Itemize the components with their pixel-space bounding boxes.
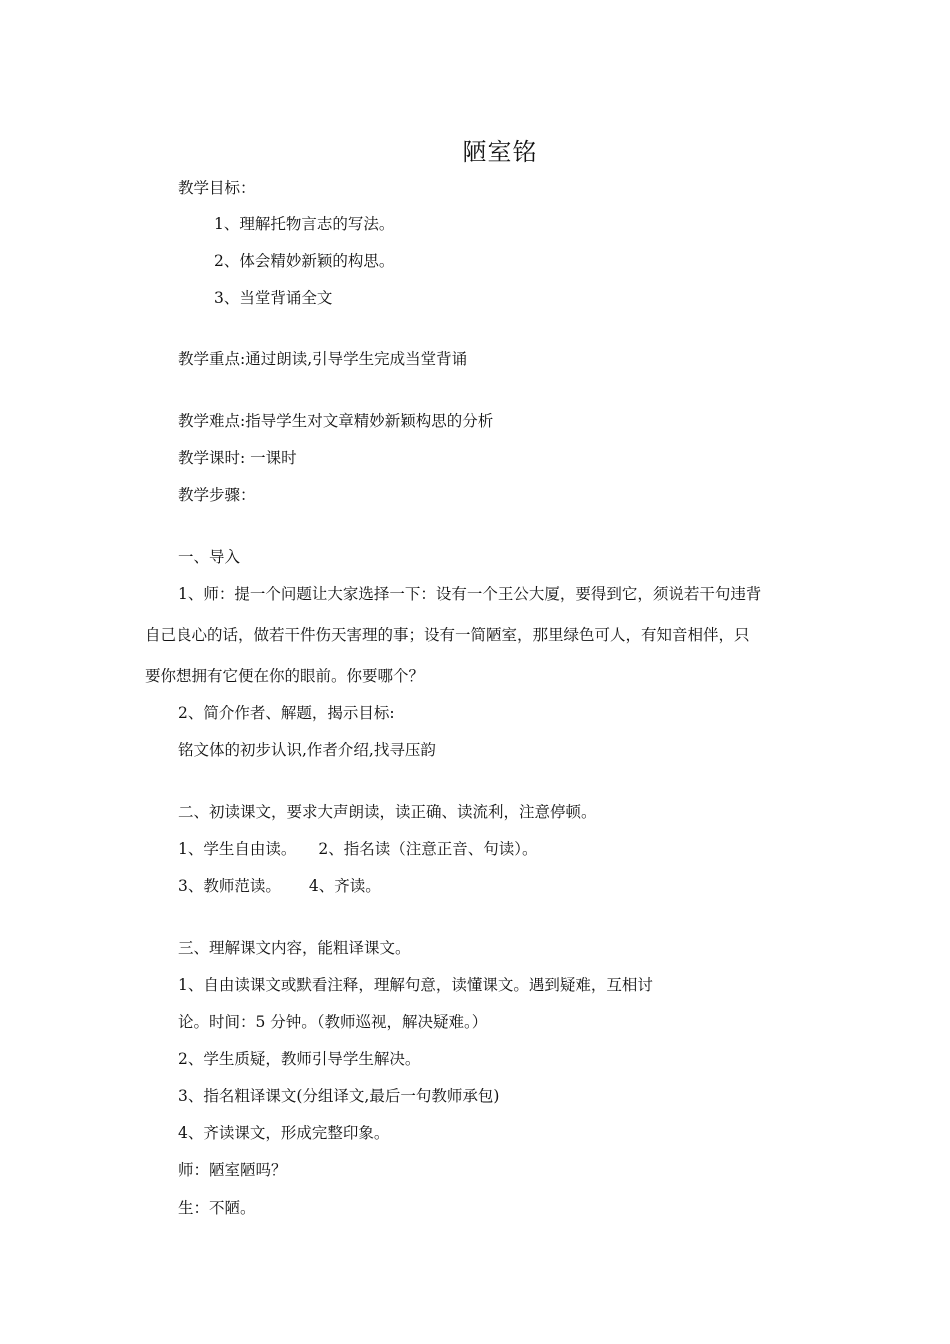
section-heading: 二、初读课文，要求大声朗读，读正确、读流利，注意停顿。 bbox=[178, 803, 597, 821]
key-point: 教学重点:通过朗读,引导学生完成当堂背诵 bbox=[178, 350, 468, 368]
paragraph-line: 4、齐读课文，形成完整印象。 bbox=[178, 1124, 390, 1142]
section-heading: 三、理解课文内容，能粗译课文。 bbox=[178, 939, 411, 957]
paragraph-line: 3、指名粗译课文(分组译文,最后一句教师承包) bbox=[178, 1087, 500, 1105]
paragraph-line: 1、自由读课文或默看注释，理解句意，读懂课文。遇到疑难，互相讨 bbox=[178, 976, 653, 994]
objective-item: 1、理解托物言志的写法。 bbox=[214, 215, 395, 233]
paragraph-line: 2、简介作者、解题，揭示目标: bbox=[178, 704, 395, 722]
steps-heading: 教学步骤： bbox=[178, 486, 256, 504]
list-item: 3、教师范读。 bbox=[178, 877, 281, 895]
paragraph-line bbox=[178, 839, 538, 859]
objectives-heading: 教学目标： bbox=[178, 179, 256, 197]
section-heading: 一、导入 bbox=[178, 548, 241, 566]
objective-item: 2、体会精妙新颖的构思。 bbox=[214, 252, 395, 270]
objective-item: 3、当堂背诵全文 bbox=[214, 289, 333, 307]
list-item: 1、学生自由读。 bbox=[178, 840, 297, 858]
class-hours: 教学课时: 一课时 bbox=[178, 449, 297, 467]
difficulty: 教学难点:指导学生对文章精妙新颖构思的分析 bbox=[178, 412, 494, 430]
paragraph-line: 论。时间：5 分钟。（教师巡视，解决疑难。） bbox=[178, 1013, 488, 1031]
paragraph-line: 2、学生质疑，教师引导学生解决。 bbox=[178, 1050, 421, 1068]
paragraph-line: 1、师：提一个问题让大家选择一下：设有一个王公大厦，要得到它，须说若干句违背 bbox=[178, 585, 762, 603]
list-item: 4、齐读。 bbox=[308, 877, 381, 895]
page-title: 陋室铭 bbox=[462, 138, 538, 166]
paragraph-line: 要你想拥有它便在你的眼前。你要哪个？ bbox=[145, 667, 425, 685]
list-item: 2、指名读（注意正音、句读）。 bbox=[318, 840, 538, 858]
dialogue-student: 生：不陋。 bbox=[178, 1199, 256, 1217]
paragraph-line bbox=[178, 876, 381, 896]
dialogue-teacher: 师：陋室陋吗？ bbox=[178, 1161, 287, 1179]
paragraph-line: 铭文体的初步认识,作者介绍,找寻压韵 bbox=[178, 741, 436, 759]
paragraph-line: 自己良心的话，做若干件伤天害理的事；设有一简陋室，那里绿色可人，有知音相伴，只 bbox=[145, 626, 750, 644]
